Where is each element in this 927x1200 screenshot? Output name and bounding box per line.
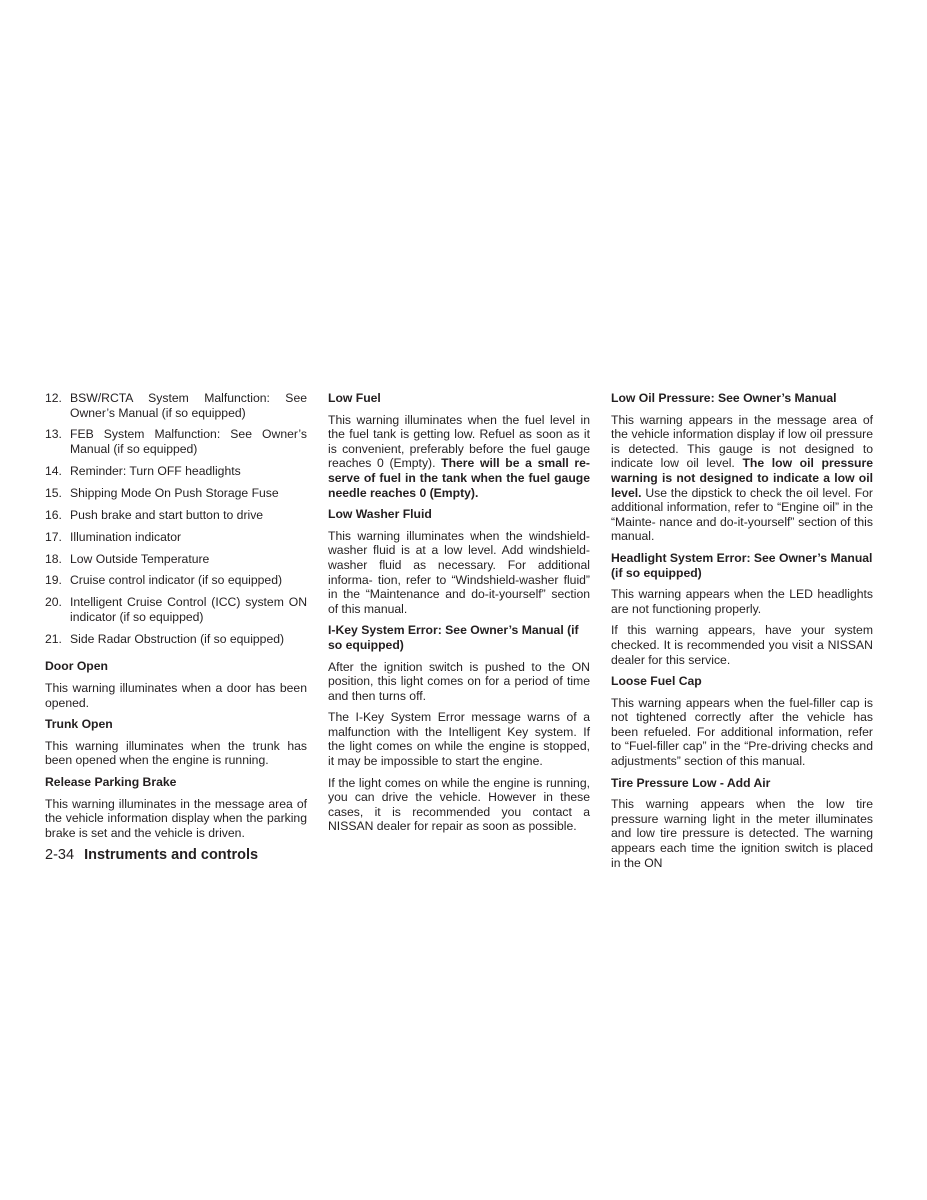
page-number: 2-34 — [45, 847, 75, 863]
list-item — [45, 530, 307, 545]
list-item-number: 18. — [45, 551, 62, 566]
paragraph-low-washer-fluid: This warning illuminates when the windshield- washer fluid is at a low level. Add windshield- washer fluid as necessary. For additional informa- tion, refer to “Windshield-washer fluid” in the “Maintenance and do-it-yourself” section of this manual. — [328, 528, 590, 616]
paragraph-low-fuel — [328, 413, 590, 501]
paragraph-release-parking-brake: This warning illuminates in the message area of the vehicle information display when the parking brake is set and the vehicle is driven. — [45, 796, 307, 840]
section-heading-ikey-system-error: I-Key System Error: See Owner’s Manual (if so equipped) — [328, 623, 579, 652]
list-item — [45, 464, 307, 479]
list-item-number: 19. — [45, 573, 62, 588]
paragraph-ikey-1: After the ignition switch is pushed to the ON position, this light comes on for a period of time and then turns off. — [328, 659, 590, 703]
paragraph-ikey-3: If the light comes on while the engine is running, you can drive the vehicle. However in these cases, it is recommended you contact a NISSAN dealer for repair as soon as possible. — [328, 775, 590, 834]
list-item-number: 15. — [45, 485, 62, 500]
paragraph-text: Use the dipstick to check the oil level. For additional information, refer to “Engine oil” in the “Mainte- nance and do-it-yourself” section of this manual. — [611, 485, 873, 544]
list-item-text: Push brake and start button to drive — [70, 507, 264, 522]
list-item-text: Shipping Mode On Push Storage Fuse — [70, 485, 279, 500]
paragraph-tire-pressure-low: This warning appears when the low tire pressure warning light in the meter illuminates and low tire pressure is detected. The warning appears each time the ignition switch is placed in the ON — [611, 797, 873, 870]
list-item-text: FEB System Malfunction: See Owner’s Manual (if so equipped) — [70, 427, 307, 457]
list-item — [45, 573, 307, 588]
paragraph-headlight-2: If this warning appears, have your system checked. It is recommended you visit a NISSAN dealer for this service. — [611, 623, 873, 667]
paragraph-text: This warning illuminates when the fuel level in the fuel tank is getting low. Refuel as soon as it is convenient, preferably before the fuel gauge reaches 0 (Empty). — [328, 412, 590, 471]
list-item-number: 20. — [45, 595, 62, 610]
list-item-text: Intelligent Cruise Control (ICC) system ON indicator (if so equipped) — [70, 595, 307, 624]
section-heading-low-fuel: Low Fuel — [328, 391, 381, 405]
list-item-text: Side Radar Obstruction (if so equipped) — [70, 631, 285, 646]
list-item-number: 17. — [45, 529, 62, 544]
list-item-text: BSW/RCTA System Malfunction: See Owner’s Manual (if so equipped) — [70, 391, 307, 420]
list-item-text: Reminder: Turn OFF headlights — [70, 463, 241, 478]
list-item-number: 21. — [45, 631, 62, 646]
list-item — [45, 632, 307, 647]
paragraph-ikey-2: The I-Key System Error message warns of a malfunction with the Intelligent Key system. If the light comes on while the engine is stopped, it may be impossible to start the engine. — [328, 710, 590, 769]
section-title: Instruments and controls — [84, 847, 259, 863]
paragraph-loose-fuel-cap: This warning appears when the fuel-filler cap is not tightened correctly after the vehicle has been refueled. For additional information, refer to “Fuel-filler cap” in the “Pre-driving checks and adjustments” section of this manual. — [611, 695, 873, 769]
list-item-number: 14. — [45, 463, 62, 478]
bold-warning-text: The low oil pressure warning is not designed to indicate a low oil level. — [611, 456, 874, 500]
section-heading-door-open: Door Open — [45, 659, 108, 674]
page-footer — [45, 846, 258, 864]
list-item-text: Cruise control indicator (if so equipped) — [70, 573, 283, 588]
section-heading-low-oil-pressure: Low Oil Pressure: See Owner’s Manual — [611, 391, 837, 405]
list-item — [45, 508, 307, 523]
list-item-number: 13. — [45, 427, 62, 442]
section-heading-loose-fuel-cap: Loose Fuel Cap — [611, 674, 702, 689]
list-item-number: 12. — [45, 391, 62, 405]
bold-warning-text: There will be a small re- serve of fuel in the tank when the fuel gauge needle reaches 0 (Empty). — [328, 456, 590, 500]
section-heading-low-washer-fluid: Low Washer Fluid — [328, 507, 432, 522]
paragraph-door-open: This warning illuminates when a door has been opened. — [45, 680, 307, 710]
paragraph-headlight-1: This warning appears when the LED headlights are not functioning properly. — [611, 587, 873, 616]
section-heading-headlight-system-error: Headlight System Error: See Owner’s Manual (if so equipped) — [611, 550, 873, 580]
section-heading-trunk-open: Trunk Open — [45, 717, 113, 732]
indicator-list — [45, 391, 307, 646]
list-item — [45, 486, 307, 501]
paragraph-trunk-open: This warning illuminates when the trunk has been opened when the engine is running. — [45, 738, 307, 768]
column-right — [611, 391, 873, 877]
list-item-text: Illumination indicator — [70, 529, 182, 544]
column-left — [45, 391, 307, 847]
list-item — [45, 427, 307, 456]
paragraph-text: This warning appears in the message area of the vehicle information display if low oil pressure is detected. This gauge is not designed to indicate low oil level. — [611, 412, 873, 471]
list-item — [45, 552, 307, 567]
paragraph-low-oil-pressure — [611, 413, 873, 544]
column-middle — [328, 391, 590, 841]
list-item — [45, 595, 307, 624]
list-item-number: 16. — [45, 507, 62, 522]
list-item-text: Low Outside Temperature — [70, 551, 210, 566]
section-heading-release-parking-brake: Release Parking Brake — [45, 774, 177, 789]
list-item — [45, 391, 307, 420]
section-heading-tire-pressure-low: Tire Pressure Low - Add Air — [611, 775, 771, 790]
